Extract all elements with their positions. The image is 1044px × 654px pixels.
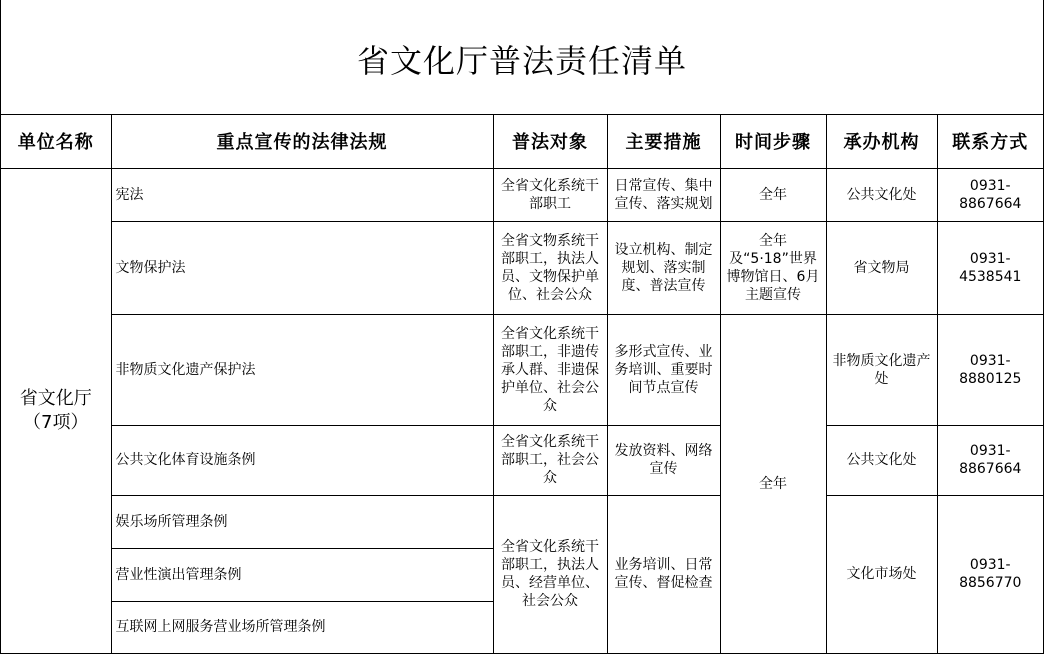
- header-contact: 联系方式: [937, 114, 1043, 168]
- table-row: [1, 221, 1043, 314]
- target-cell: 全省文物系统干部职工，执法人员、文物保护单位、社会公众: [493, 221, 607, 314]
- header-target: 普法对象: [493, 114, 607, 168]
- measures-cell: 设立机构、制定规划、落实制度、普法宣传: [607, 221, 720, 314]
- unit-count: （7项）: [23, 411, 89, 433]
- measures-cell: 多形式宣传、业务培训、重要时间节点宣传: [607, 314, 720, 425]
- title-box: [1, 0, 1043, 115]
- org-cell: 公共文化处: [826, 168, 937, 221]
- target-cell: 全省文化系统干部职工，执法人员、经营单位、社会公众: [493, 495, 607, 653]
- target-cell: 全省文化系统干部职工，社会公众: [493, 425, 607, 495]
- page-title: 省文化厅普法责任清单: [356, 42, 687, 80]
- org-cell: 公共文化处: [826, 425, 937, 495]
- header-row: [1, 114, 1043, 168]
- header-time: 时间步骤: [720, 114, 826, 168]
- header-unit: 单位名称: [1, 114, 111, 168]
- law-cell: 非物质文化遗产保护法: [111, 314, 493, 425]
- law-cell: 互联网上网服务营业场所管理条例: [111, 601, 493, 653]
- responsibility-table: [1, 114, 1043, 654]
- table-row: [1, 495, 1043, 548]
- table-row: [1, 425, 1043, 495]
- measures-cell: 日常宣传、集中宣传、落实规划: [607, 168, 720, 221]
- contact-cell: 0931-8856770: [937, 495, 1043, 653]
- time-cell: 全年及“5·18”世界博物馆日、6月主题宣传: [720, 221, 826, 314]
- header-org: 承办机构: [826, 114, 937, 168]
- header-law: 重点宣传的法律法规: [111, 114, 493, 168]
- unit-name: 省文化厅: [19, 387, 92, 409]
- law-cell: 文物保护法: [111, 221, 493, 314]
- contact-cell: 0931-8880125: [937, 314, 1043, 425]
- table-row: [1, 314, 1043, 425]
- contact-cell: 0931-8867664: [937, 168, 1043, 221]
- table-row: [1, 168, 1043, 221]
- org-cell: 非物质文化遗产处: [826, 314, 937, 425]
- contact-cell: 0931-8867664: [937, 425, 1043, 495]
- law-cell: 宪法: [111, 168, 493, 221]
- target-cell: 全省文化系统干部职工，非遗传承人群、非遗保护单位、社会公众: [493, 314, 607, 425]
- org-cell: 文化市场处: [826, 495, 937, 653]
- unit-cell: [1, 168, 111, 653]
- contact-cell: 0931-4538541: [937, 221, 1043, 314]
- org-cell: 省文物局: [826, 221, 937, 314]
- time-cell: 全年: [720, 168, 826, 221]
- measures-cell: 发放资料、网络宣传: [607, 425, 720, 495]
- header-measures: 主要措施: [607, 114, 720, 168]
- law-cell: 公共文化体育设施条例: [111, 425, 493, 495]
- target-cell: 全省文化系统干部职工: [493, 168, 607, 221]
- measures-cell: 业务培训、日常宣传、督促检查: [607, 495, 720, 653]
- time-cell: 全年: [720, 314, 826, 653]
- law-cell: 娱乐场所管理条例: [111, 495, 493, 548]
- law-cell: 营业性演出管理条例: [111, 548, 493, 601]
